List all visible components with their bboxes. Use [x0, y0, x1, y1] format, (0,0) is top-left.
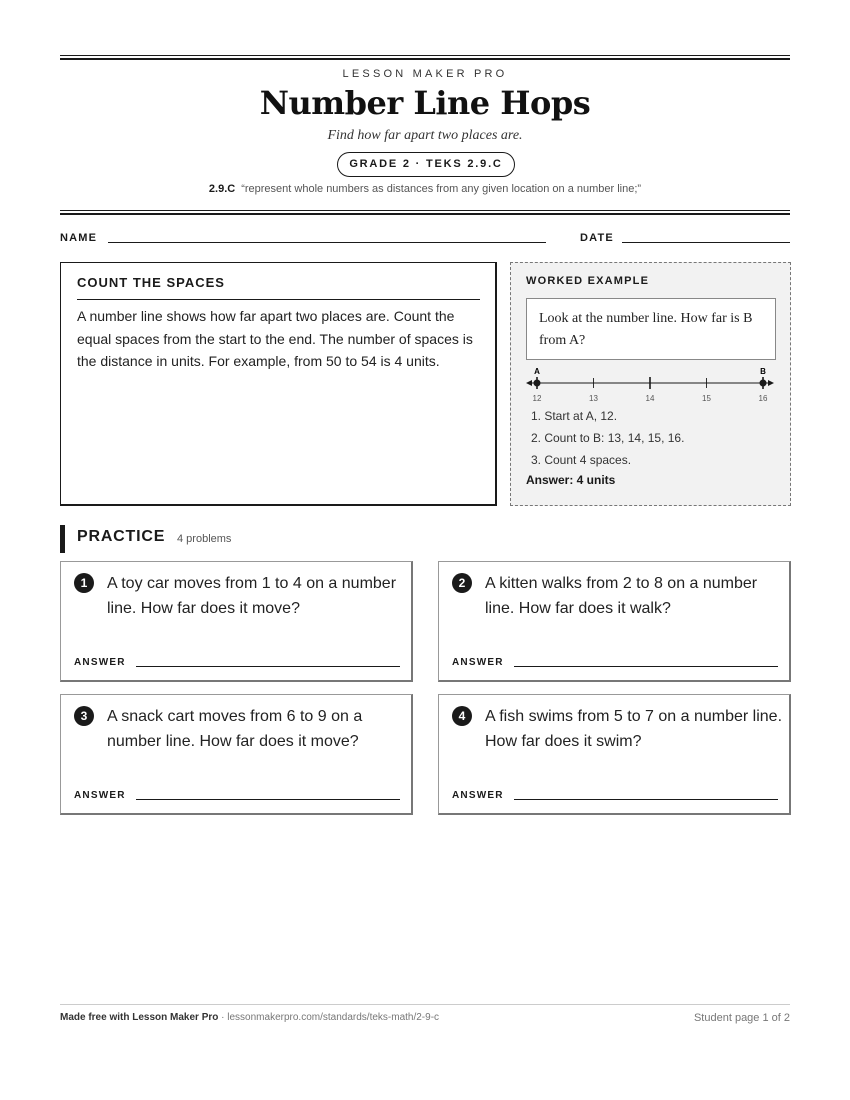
number-line-right-arrow-icon [768, 380, 774, 386]
page-subtitle: Find how far apart two places are. [327, 128, 523, 143]
problem-number-badge: 2 [452, 573, 472, 593]
number-line-tick-labels [533, 394, 768, 403]
worked-example-answer: Answer: 4 units [526, 473, 616, 487]
point-b-marker [760, 380, 767, 387]
number-line-tick-label-16: 16 [758, 394, 768, 403]
answer-field-3[interactable] [136, 799, 400, 800]
answer-label: ANSWER [452, 790, 504, 801]
standard-line [0, 183, 850, 195]
lesson-title: COUNT THE SPACES [77, 275, 225, 290]
problem-text: A kitten walks from 2 to 8 on a number line. How far does it walk? [485, 575, 758, 617]
practice-accent-bar [60, 525, 65, 553]
brand-name: LESSON MAKER PRO [342, 68, 508, 80]
standard-code: 2.9.C [208, 183, 236, 195]
problem-card-1 [60, 561, 413, 682]
point-b-label: B [760, 367, 766, 376]
problem-text: A snack cart moves from 6 to 9 on a number line. How far does it move? [107, 708, 363, 750]
problem-text: A toy car moves from 1 to 4 on a number line. How far does it move? [107, 575, 397, 617]
name-field[interactable] [108, 242, 546, 243]
problem-number-badge: 1 [74, 573, 94, 593]
number-line-tick-label-14: 14 [645, 394, 655, 403]
problem-number-badge: 4 [452, 706, 472, 726]
problem-number-badge: 3 [74, 706, 94, 726]
answer-label: ANSWER [74, 790, 126, 801]
answer-label: ANSWER [452, 657, 504, 668]
standard-text: “represent whole numbers as distances from any given location on a number line;” [241, 183, 642, 195]
number-line-left-arrow-icon [526, 380, 532, 386]
header-top-rule [60, 55, 790, 60]
date-field[interactable] [622, 242, 790, 243]
header-bottom-rule [60, 210, 790, 215]
page-title: Number Line Hops [259, 84, 591, 122]
problem-card-4 [438, 694, 791, 815]
lesson-box [60, 262, 497, 506]
grade-badge: GRADE 2 · TEKS 2.9.C [337, 152, 515, 177]
worked-example-steps [531, 405, 684, 471]
number-line-diagram [523, 365, 779, 405]
worked-example-box [510, 262, 791, 506]
answer-field-1[interactable] [136, 666, 400, 667]
footer-rule [60, 1004, 790, 1005]
worked-example-title: WORKED EXAMPLE [526, 275, 650, 287]
footer-url[interactable]: · lessonmakerpro.com/standards/teks-math/2-9-c [218, 1012, 440, 1023]
practice-count: 4 problems [177, 533, 232, 545]
point-a-label: A [534, 367, 540, 376]
footer-page-number: Student page 1 of 2 [693, 1012, 790, 1024]
practice-title: PRACTICE [77, 528, 166, 545]
answer-label: ANSWER [74, 657, 126, 668]
problem-card-3 [60, 694, 413, 815]
number-line-tick-label-15: 15 [702, 394, 711, 403]
problem-card-2 [438, 561, 791, 682]
problem-text: A fish swims from 5 to 7 on a number line. How far does it swim? [485, 708, 783, 750]
lesson-divider [77, 299, 480, 300]
lesson-body: A number line shows how far apart two places are. Count the equal spaces from the start to the end. The number of spaces is the distance in units. For example, from 50 to 54 is 4 units. [77, 308, 473, 369]
step-3: 3. Count 4 spaces. [531, 453, 632, 467]
step-2: 2. Count to B: 13, 14, 15, 16. [531, 431, 685, 445]
date-label: DATE [580, 232, 614, 244]
step-1: 1. Start at A, 12. [531, 409, 618, 423]
number-line-tick-label-13: 13 [589, 394, 598, 403]
worked-example-question: Look at the number line. How far is B from A? [526, 298, 776, 360]
point-a-marker [534, 380, 541, 387]
footer-credit [60, 1012, 439, 1023]
name-label: NAME [60, 232, 98, 244]
footer-made-with: Made free with Lesson Maker Pro [60, 1012, 219, 1023]
answer-field-4[interactable] [514, 799, 778, 800]
number-line-tick-label-12: 12 [532, 394, 542, 403]
answer-field-2[interactable] [514, 666, 778, 667]
